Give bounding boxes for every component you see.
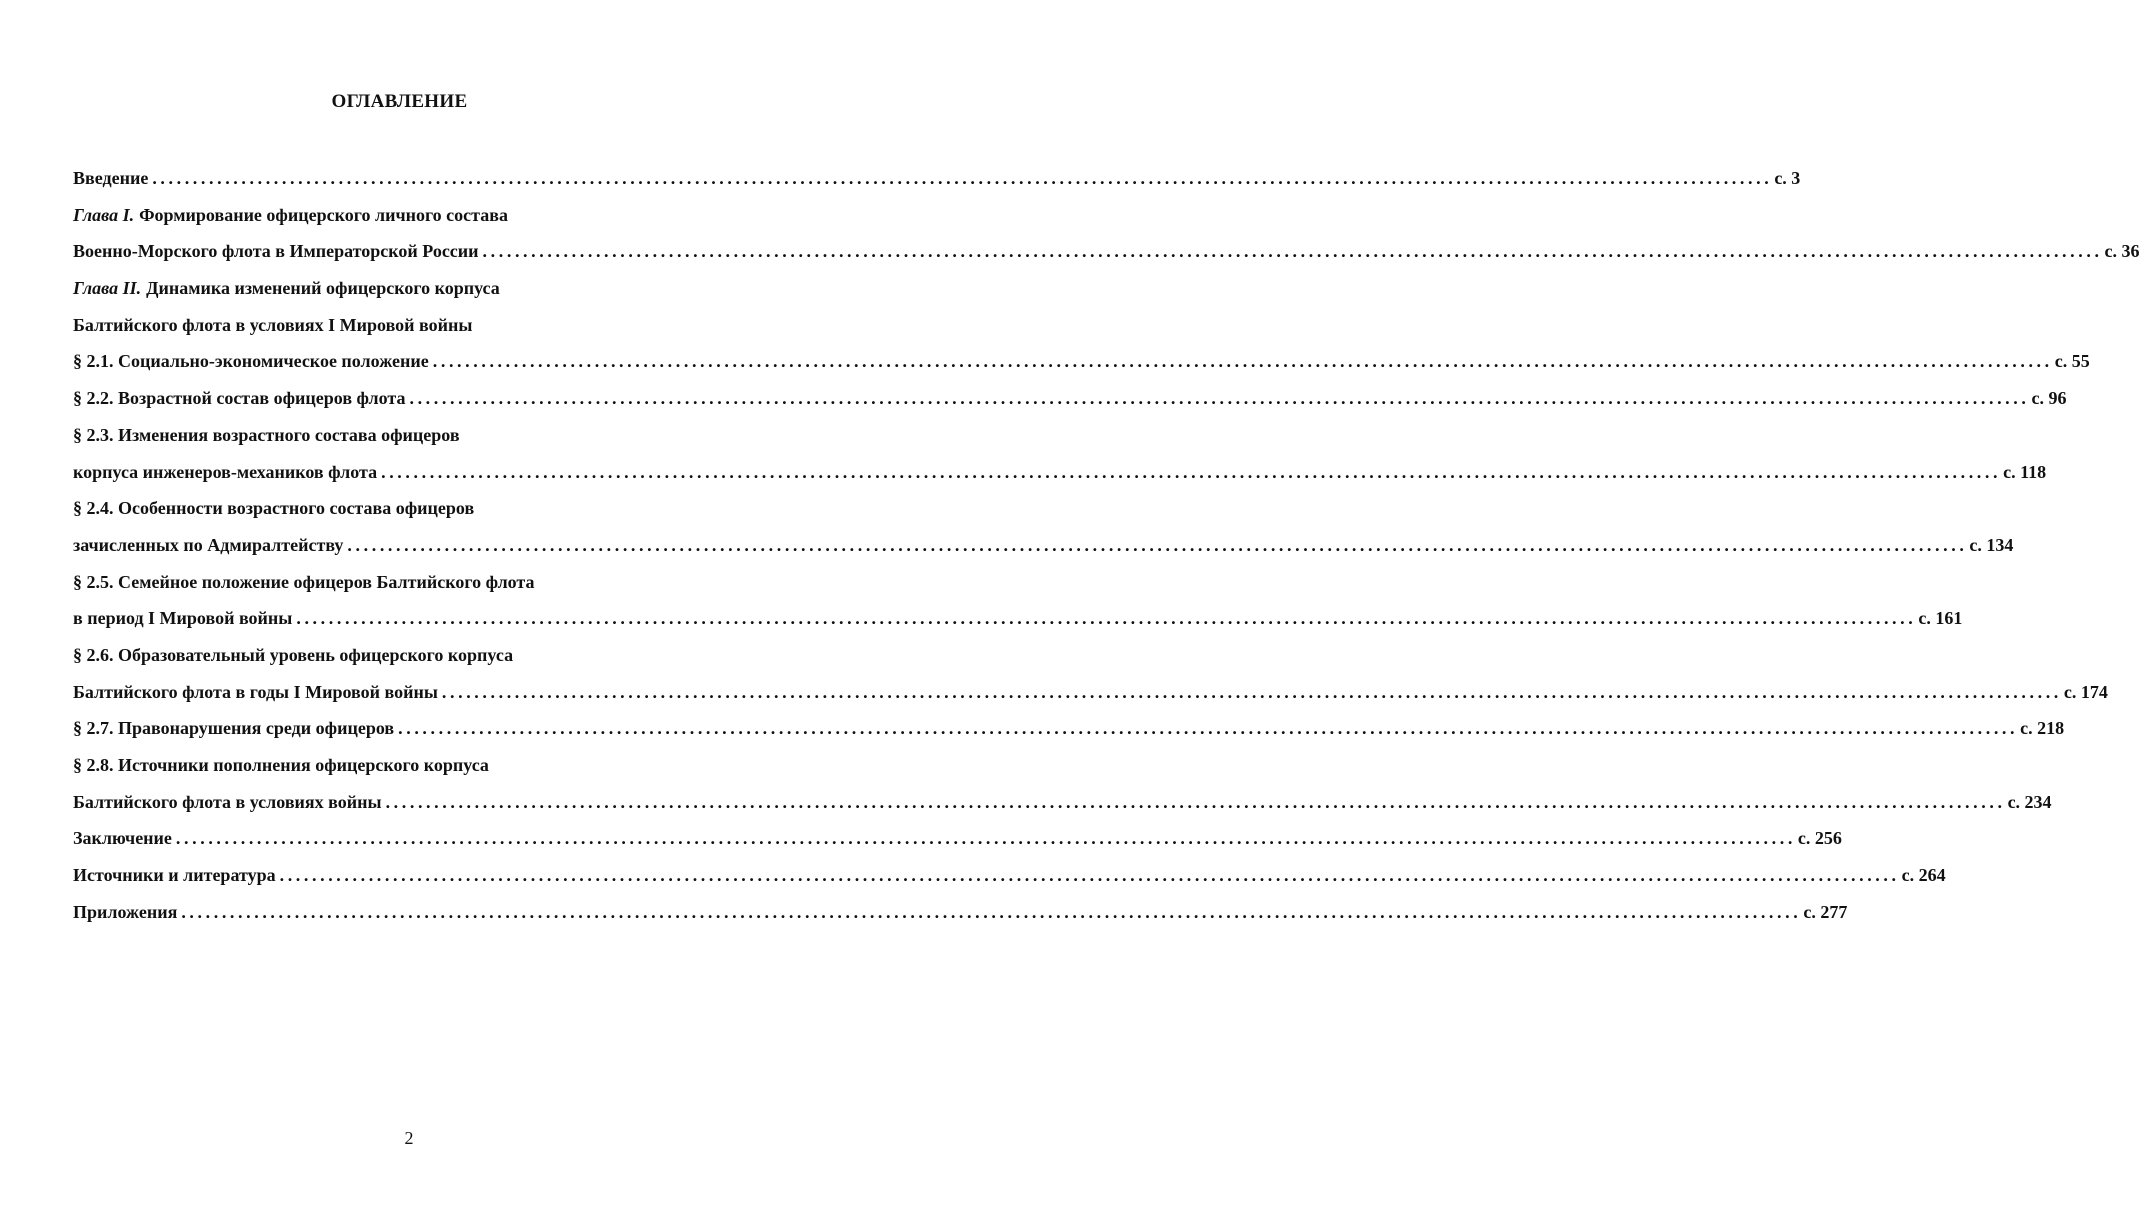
toc-entry-text: Источники и литература — [73, 865, 276, 886]
toc-entry-title — [73, 790, 382, 815]
toc-entry-title — [73, 533, 343, 558]
table-of-contents — [73, 166, 2140, 936]
toc-entry-text: Формирование офицерского личного состава — [139, 204, 508, 225]
toc-entry — [73, 606, 1963, 643]
toc-heading — [73, 570, 753, 607]
toc-entry-text: зачисленных по Адмиралтейству — [73, 534, 344, 555]
dot-leader: ........................................................................................................................................................................................................ — [482, 241, 2103, 262]
toc-entry-text: Балтийского флота в годы I Мировой войны — [73, 681, 438, 702]
toc-heading — [73, 203, 753, 240]
toc-entry-title — [73, 386, 405, 411]
toc-entry — [73, 716, 2065, 753]
toc-page-ref: с. 55 — [2054, 351, 2090, 372]
toc-page-ref: с. 174 — [2063, 681, 2108, 702]
toc-entry — [73, 386, 2067, 423]
toc-page-ref: с. 3 — [1774, 168, 1801, 188]
toc-page-ref: с. 134 — [1969, 534, 2014, 555]
toc-entry-text: § 2.5. Семейное положение офицеров Балтийского флота — [73, 571, 535, 592]
toc-entry-text: § 2.7. Правонарушения среди офицеров — [73, 718, 395, 739]
dot-leader: ........................................................................................................................................................................................................ — [152, 168, 1773, 188]
toc-page-ref: с. 234 — [2007, 791, 2052, 812]
toc-entry — [73, 826, 1842, 863]
dot-leader: ........................................................................................................................................................................................................ — [385, 791, 2006, 812]
toc-heading — [73, 496, 753, 533]
toc-entry-title — [73, 643, 513, 668]
toc-entry-text: Динамика изменений офицерского корпуса — [146, 278, 500, 299]
toc-entry — [73, 239, 2140, 276]
toc-entry-text: Введение — [73, 168, 149, 188]
toc-heading — [73, 313, 753, 350]
toc-entry — [73, 680, 2108, 717]
toc-entry-title — [73, 826, 172, 851]
toc-entry-text: Заключение — [73, 828, 172, 849]
toc-entry-title — [73, 863, 276, 888]
toc-entry-text: § 2.2. Возрастной состав офицеров флота — [73, 388, 406, 409]
toc-entry-text: Балтийского флота в условиях войны — [73, 791, 382, 812]
toc-entry-text: Балтийского флота в условиях I Мировой войны — [73, 314, 473, 335]
toc-entry-text: § 2.6. Образовательный уровень офицерского корпуса — [73, 644, 514, 665]
toc-entry — [73, 900, 1848, 937]
dot-leader: ........................................................................................................................................................................................................ — [409, 388, 2030, 409]
toc-entry — [73, 349, 2090, 386]
toc-entry-text: Военно-Морского флота в Императорской России — [73, 241, 479, 262]
toc-entry-text: § 2.3. Изменения возрастного состава офицеров — [73, 424, 460, 445]
toc-entry-title — [73, 570, 535, 595]
toc-entry-title — [73, 423, 460, 448]
toc-entry — [73, 790, 2052, 827]
toc-entry-title — [73, 276, 500, 301]
page-title: ОГЛАВЛЕНИЕ — [331, 91, 468, 112]
toc-entry-title — [73, 606, 292, 631]
toc-heading — [73, 423, 753, 460]
toc-entry-title — [73, 680, 438, 705]
toc-page-ref: с. 118 — [2003, 461, 2047, 482]
toc-entry-text: Приложения — [73, 901, 178, 922]
dot-leader: ........................................................................................................................................................................................................ — [381, 461, 2002, 482]
toc-entry-title — [73, 349, 429, 374]
toc-entry-title — [73, 753, 489, 778]
page-number: 2 — [404, 1128, 414, 1148]
chapter-label: Глава I. — [73, 204, 135, 225]
toc-entry — [73, 533, 2014, 570]
toc-entry-title — [73, 203, 508, 228]
toc-entry-text: § 2.1. Социально-экономическое положение — [73, 351, 429, 372]
toc-heading — [73, 643, 753, 680]
dot-leader: ........................................................................................................................................................................................................ — [296, 608, 1917, 629]
dot-leader: ........................................................................................................................................................................................................ — [432, 351, 2053, 372]
toc-entry-text: § 2.8. Источники пополнения офицерского корпуса — [73, 755, 489, 775]
dot-leader: ........................................................................................................................................................................................................ — [181, 901, 1802, 922]
toc-entry-text: корпуса инженеров-механиков флота — [73, 461, 378, 482]
dot-leader: ........................................................................................................................................................................................................ — [279, 865, 1900, 886]
toc-entry-title — [73, 166, 148, 191]
toc-page-ref: с. 277 — [1803, 901, 1848, 922]
toc-page-ref: с. 264 — [1901, 865, 1946, 886]
toc-entry-text: в период I Мировой войны — [73, 608, 293, 629]
toc-entry — [73, 460, 2047, 497]
toc-entry-title — [73, 313, 472, 338]
dot-leader: ........................................................................................................................................................................................................ — [175, 828, 1796, 849]
toc-entry — [73, 166, 1801, 203]
toc-heading — [73, 276, 753, 313]
dot-leader: ........................................................................................................................................................................................................ — [441, 681, 2062, 702]
toc-entry — [73, 863, 1946, 900]
toc-page-ref: с. 218 — [2020, 718, 2065, 739]
chapter-label: Глава II. — [73, 278, 142, 299]
toc-entry-title — [73, 460, 377, 485]
toc-entry-title — [73, 496, 474, 521]
toc-page-ref: с. 96 — [2031, 388, 2067, 409]
toc-entry-title — [73, 239, 479, 264]
dot-leader: ........................................................................................................................................................................................................ — [347, 534, 1968, 555]
dot-leader: ........................................................................................................................................................................................................ — [398, 718, 2019, 739]
toc-page-ref: с. 256 — [1797, 828, 1842, 849]
toc-entry-title — [73, 900, 177, 925]
toc-page-ref: с. 161 — [1918, 608, 1963, 629]
toc-page-ref: с. 36 — [2104, 241, 2140, 262]
toc-heading — [73, 753, 753, 790]
toc-entry-text: § 2.4. Особенности возрастного состава офицеров — [73, 498, 475, 519]
toc-entry-title — [73, 716, 394, 741]
